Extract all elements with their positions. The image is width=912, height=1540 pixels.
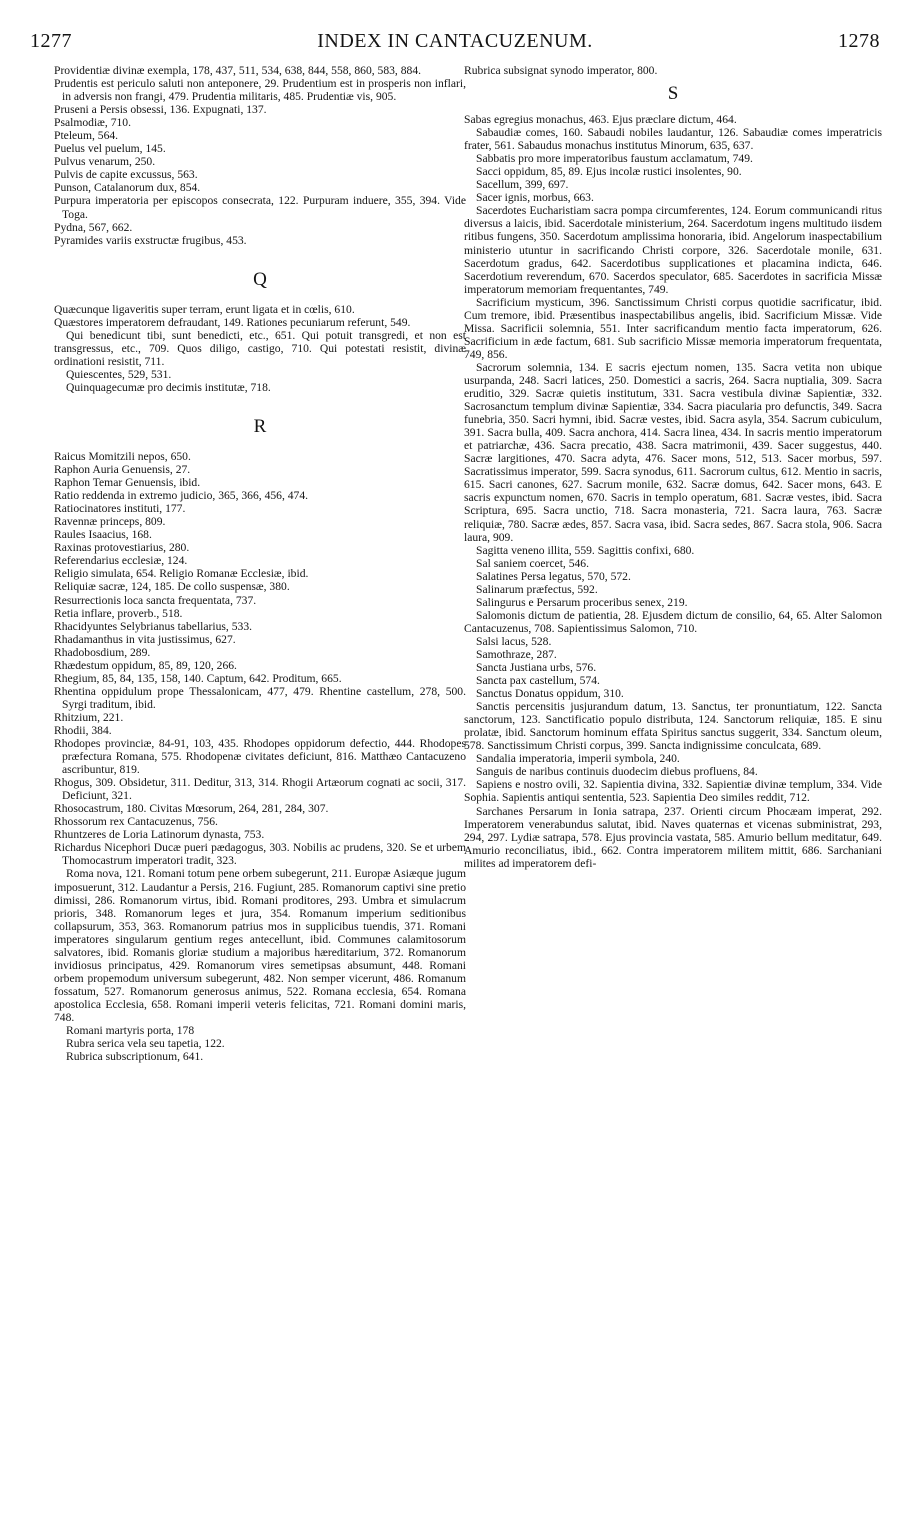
index-entry: Sacer ignis, morbus, 663. — [476, 191, 594, 205]
index-entry: Romani martyris porta, 178 — [66, 1024, 195, 1038]
index-entry: Rhadamanthus in vita justissimus, 627. — [54, 632, 236, 646]
index-entry: Punson, Catalanorum dux, 854. — [54, 181, 201, 195]
index-entry: Rubra serica vela seu tapetia, 122. — [66, 1037, 225, 1051]
index-entry: Sandalia imperatoria, imperii symbola, 240. — [476, 752, 680, 766]
index-entry: Retia inflare, proverb., 518. — [54, 606, 183, 620]
index-entry: Rhodii, 384. — [54, 723, 112, 737]
index-entry: Rhadobosdium, 289. — [54, 645, 151, 659]
index-entry: Rhentina oppidulum prope Thessalonicam, 477, 479. Rhentine castellum, 278, 500. Syrgi traditum, ibid. — [54, 684, 466, 711]
index-entry: Pulvus venarum, 250. — [54, 155, 156, 169]
index-entry: Samothraze, 287. — [476, 647, 557, 661]
index-entry: Religio simulata, 654. Religio Romanæ Ecclesiæ, ibid. — [54, 567, 309, 581]
index-entry: Richardus Nicephori Ducæ pueri pædagogus, 303. Nobilis ac prudens, 320. Se et urbem Thomocastrum imperatori tradit, 323. — [54, 841, 466, 868]
index-entry: Raules Isaacius, 168. — [54, 528, 152, 542]
index-entry: Sabas egregius monachus, 463. Ejus præclare dictum, 464. — [464, 113, 737, 127]
index-entry: Rhogus, 309. Obsidetur, 311. Deditur, 313, 314. Rhogii Artæorum cognati ac socii, 317. Deficiunt, 321. — [54, 776, 466, 803]
index-entry: Quæstores imperatorem defraudant, 149. Rationes pecuniarum referunt, 549. — [54, 315, 411, 329]
index-entry: Rhitzium, 221. — [54, 710, 124, 724]
right-column — [464, 64, 882, 1534]
index-entry: Rubrica subscriptionum, 641. — [66, 1050, 204, 1064]
running-title: INDEX IN CANTACUZENUM. — [317, 30, 593, 52]
index-entry: Roma nova, 121. Romani totum pene orbem subegerunt, 211. Europæ Asiæque jugum imposuerunt, 312. Laudantur a Persis, 216. Fugiunt, 285. Romanorum captivi sine pretio dimissi, 286. Romanorum virtus, ibid. Romani proditores, 293. Umbra et simulacrum prioris, 348. Romanorum leges et jura, 354. Romanum imperium seditionibus collapsurum, 353, 363. Romanorum patrius mos in supplicibus tuendis, 371. Romani imperatores singularum gentium reges antecellunt, ibid. Communes calamitosorum salvatores, ibid. Romanis gloriæ studium a majoribus hæreditarium, 372. Romanorum invidiosus principatus, 429. Romanorum vires semetipsas absumunt, 448. Romani orbem propemodum universum subegerunt, 482. Non semper vicerunt, 486. Romanum fossatum, 527. Romanorum generosus animus, 522. Romana ecclesia, 654. Romana apostolica Ecclesia, 658. Romani imperii veteris felicitas, 721. Romani domini maris, 748. — [54, 867, 466, 1024]
page-number-left: 1277 — [30, 30, 72, 52]
index-entry: Prudentis est periculo saluti non anteponere, 29. Prudentium est in prosperis non inflari, in adversis non frangi, 479. Prudentia militaris, 485. Prudentiæ vis, 905. — [54, 77, 466, 104]
index-entry: Reliquiæ sacræ, 124, 185. De collo suspensæ, 380. — [54, 580, 290, 594]
index-entry: Sarchanes Persarum in Ionia satrapa, 237. Orienti circum Phocæam imperat, 292. Imperatorem venerabundus salutat, ibid. Naves quaternas et vicenas subministrat, 293, 294, 297. Lydiæ satrapa, 578. Ejus provincia vastata, 585. Amurio bellum meditatur, 649. Amurio reconciliatus, ibid., 662. Contra imperatorem militem mittit, 686. Sarchaniani milites ad imperatorem defi- — [464, 804, 882, 870]
index-entry: Psalmodiæ, 710. — [54, 116, 131, 130]
section-letter: R — [253, 415, 267, 437]
index-entry: Puelus vel puelum, 145. — [54, 142, 166, 156]
index-entry: Sacellum, 399, 697. — [476, 178, 569, 192]
section-letter: S — [667, 83, 679, 105]
index-entry: Rhacidyuntes Selybrianus tabellarius, 533. — [54, 619, 253, 633]
index-entry: Ratio reddenda in extremo judicio, 365, 366, 456, 474. — [54, 489, 309, 503]
index-entry: Quinquagecumæ pro decimis institutæ, 718. — [66, 380, 271, 394]
index-entry: Sanctis percensitis jusjurandum datum, 13. Sanctus, ter pronuntiatum, 122. Sancta sanctorum, 123. Sanctificatio populo distributa, 124. Sanctorum reliquiæ, 185. E sinu prolatæ, ibid. Sanctorum hominum effata Spiritus sanctus suggerit, 334. Sanctum oleum, 578. Sanctissimum Christi corpus, 399. Sancta indignissime conculcata, 689. — [464, 700, 882, 753]
index-entry: Purpura imperatoria per episcopos consecrata, 122. Purpuram induere, 355, 394. Vide Toga. — [54, 194, 466, 221]
index-entry: Sacrorum solemnia, 134. E sacris ejectum nomen, 135. Sacra vetita non ubique usurpanda, 248. Sacri latices, 250. Domestici a sacris, 264. Sacra nuptialia, 309. Sacra eruditio, 329. Sacræ quietis institutum, 331. Sacra vestibula divinæ Sapientiæ, 332. Sacrosanctum templum divinæ Sapientiæ, 334. Sacra piacularia pro defunctis, 349. Sacra funebria, 350. Sacri hymni, ibid. Sacræ vestes, ibid. Sacra asyla, 354. Sacrum cubiculum, 391. Sacra bulla, 409. Sacra anchora, 414. Sacra linea, 434. In sacris mentio imperatorum et patriarchæ, 436. Sacra precatio, 438. Sacra matrimonii, 439. Sacer suggestus, 440. Sacræ largitiones, 470. Sacra adyta, 476. Sacer mons, 512, 513. Sacer morbus, 597. Sacratissimus imperator, 599. Sacra synodus, 611. Sacrorum cultus, 612. Mentio in sacris, 615. Sacri canones, 627. Sacrum monile, 632. Sacræ domus, 642. Sacer mons, 643. E sacris expunctum nomen, 670. Sacris in templo operatum, 681. Sacræ vestes, ibid. Sacra Scriptura, 695. Sacra unctio, 718. Sacra monasteria, 721. Sacra laura, 763. Sacræ reliquiæ, 780. Sacræ ædes, 857. Sacra vasa, ibid. Sacra sedes, 867. Sacra stola, 906. Sacra laura, 909. — [464, 360, 882, 544]
index-entry: Sacci oppidum, 85, 89. Ejus incolæ rustici insolentes, 90. — [476, 165, 742, 179]
index-entry: Pruseni a Persis obsessi, 136. Expugnati, 137. — [54, 103, 267, 117]
index-entry: Quæcunque ligaveritis super terram, erunt ligata et in cœlis, 610. — [54, 302, 355, 316]
index-entry: Sabaudiæ comes, 160. Sabaudi nobiles laudantur, 126. Sabaudiæ comes imperatricis frater, 561. Sabaudus monachus institutus Minorum, 635, 637. — [464, 126, 882, 153]
index-entry: Sanctus Donatus oppidum, 310. — [476, 687, 624, 701]
index-entry: Raphon Temar Genuensis, ibid. — [54, 476, 201, 490]
index-entry: Rhossorum rex Cantacuzenus, 756. — [54, 815, 218, 829]
index-entry: Pyramides variis exstructæ frugibus, 453. — [54, 233, 247, 247]
page-header — [30, 30, 880, 64]
index-entry: Raicus Momitzili nepos, 650. — [54, 449, 191, 463]
index-entry: Sapiens e nostro ovili, 32. Sapientia divina, 332. Sapientiæ divinæ templum, 334. Vide Sophia. Sapientis antiqui sententia, 523. Sapientia Deo similes reddit, 712. — [464, 778, 882, 805]
index-entry: Sabbatis pro more imperatoribus faustum acclamatum, 749. — [476, 152, 753, 166]
index-entry: Salatines Persa legatus, 570, 572. — [476, 569, 631, 583]
index-entry: Rhosocastrum, 180. Civitas Mœsorum, 264, 281, 284, 307. — [54, 802, 329, 816]
index-entry: Quiescentes, 529, 531. — [66, 367, 172, 381]
index-entry: Sacrificium mysticum, 396. Sanctissimum Christi corpus quotidie sacrificatur, ibid. Cum tremore, ibid. Præsentibus inaspectabilibus angelis, ibid. Sacrificium Missæ. Vide Missa. Sacrificii solemnia, 551. Inter sacrificandum mentio facta imperatorum, 626. Sacrificium in æde factum, 681. Sub sacrificio Missæ memoria imperatorum frequentata, 749, 856. — [464, 295, 882, 361]
index-entry: Raphon Auria Genuensis, 27. — [54, 463, 191, 477]
index-entry: Referendarius ecclesiæ, 124. — [54, 554, 188, 568]
left-column — [54, 64, 466, 1534]
index-entry: Sancta pax castellum, 574. — [476, 674, 600, 688]
index-entry: Salinarum præfectus, 592. — [476, 582, 598, 596]
index-entry: Raxinas protovestiarius, 280. — [54, 541, 190, 555]
index-entry: Salingurus e Persarum proceribus senex, 219. — [476, 595, 688, 609]
page-number-right: 1278 — [838, 30, 880, 52]
index-entry: Pteleum, 564. — [54, 129, 119, 143]
section-letter: Q — [253, 268, 267, 290]
index-entry: Providentiæ divinæ exempla, 178, 437, 511, 534, 638, 844, 558, 860, 583, 884. — [54, 64, 422, 77]
index-entry: Rhegium, 85, 84, 135, 158, 140. Captum, 642. Proditum, 665. — [54, 671, 342, 685]
index-entry: Sanguis de naribus continuis duodecim diebus profluens, 84. — [476, 765, 758, 779]
index-entry: Pulvis de capite excussus, 563. — [54, 168, 198, 182]
index-entry: Sal saniem coercet, 546. — [476, 556, 589, 570]
index-entry: Ratiocinatores instituti, 177. — [54, 502, 186, 516]
index-entry: Salsi lacus, 528. — [476, 634, 552, 648]
index-entry: Qui benedicunt tibi, sunt benedicti, etc., 651. Qui potuit transgredi, et non est transgressus, etc., 709. Quos diligo, castigo, 710. Qui potestati resistit, divinæ ordinationi resistit, 711. — [54, 328, 466, 368]
index-entry: Sagitta veneno illita, 559. Sagittis confixi, 680. — [476, 543, 695, 557]
index-entry: Rhodopes provinciæ, 84-91, 103, 435. Rhodopes oppidorum defectio, 444. Rhodopes præfectura Romana, 575. Rhodopenæ civitates deficiunt, 816. Matthæo Cantacuzeno ascribuntur, 819. — [54, 737, 466, 777]
index-entry: Rhædestum oppidum, 85, 89, 120, 266. — [54, 658, 237, 672]
index-entry: Sacerdotes Eucharistiam sacra pompa circumferentes, 124. Eorum communicandi ritus diversus a laicis, ibid. Sacerdotale ministerium, 264. Sacerdotum ingens multitudo iisdem ritibus fungens, 350. Sacerdotum amplissima honoraria, ibid. Angelorum inaspectabilium ministerio utuntur in sacrificando Christi corpore, 326. Sacerdotale monile, 631. Sacerdotum gradus, 642. Sacerdotibus supplicationes et placamina indicta, 646. Sacerdotium reverendum, 670. Sacerdos speculator, 685. Sacerdotes in sacrificia Missæ imperatorum memoriam frequentantes, 749. — [464, 204, 882, 296]
index-entry: Sancta Justiana urbs, 576. — [476, 661, 597, 675]
index-entry: Resurrectionis loca sancta frequentata, 737. — [54, 593, 257, 607]
index-entry: Rhuntzeres de Loria Latinorum dynasta, 753. — [54, 828, 265, 842]
index-entry: Salomonis dictum de patientia, 28. Ejusdem dictum de consilio, 64, 65. Alter Salomon Cantacuzenus, 708. Sapientissimus Salomon, 710. — [464, 608, 882, 635]
index-entry: Ravennæ princeps, 809. — [54, 515, 166, 529]
index-entry: Pydna, 567, 662. — [54, 220, 133, 234]
index-entry: Rubrica subsignat synodo imperator, 800. — [464, 64, 658, 77]
